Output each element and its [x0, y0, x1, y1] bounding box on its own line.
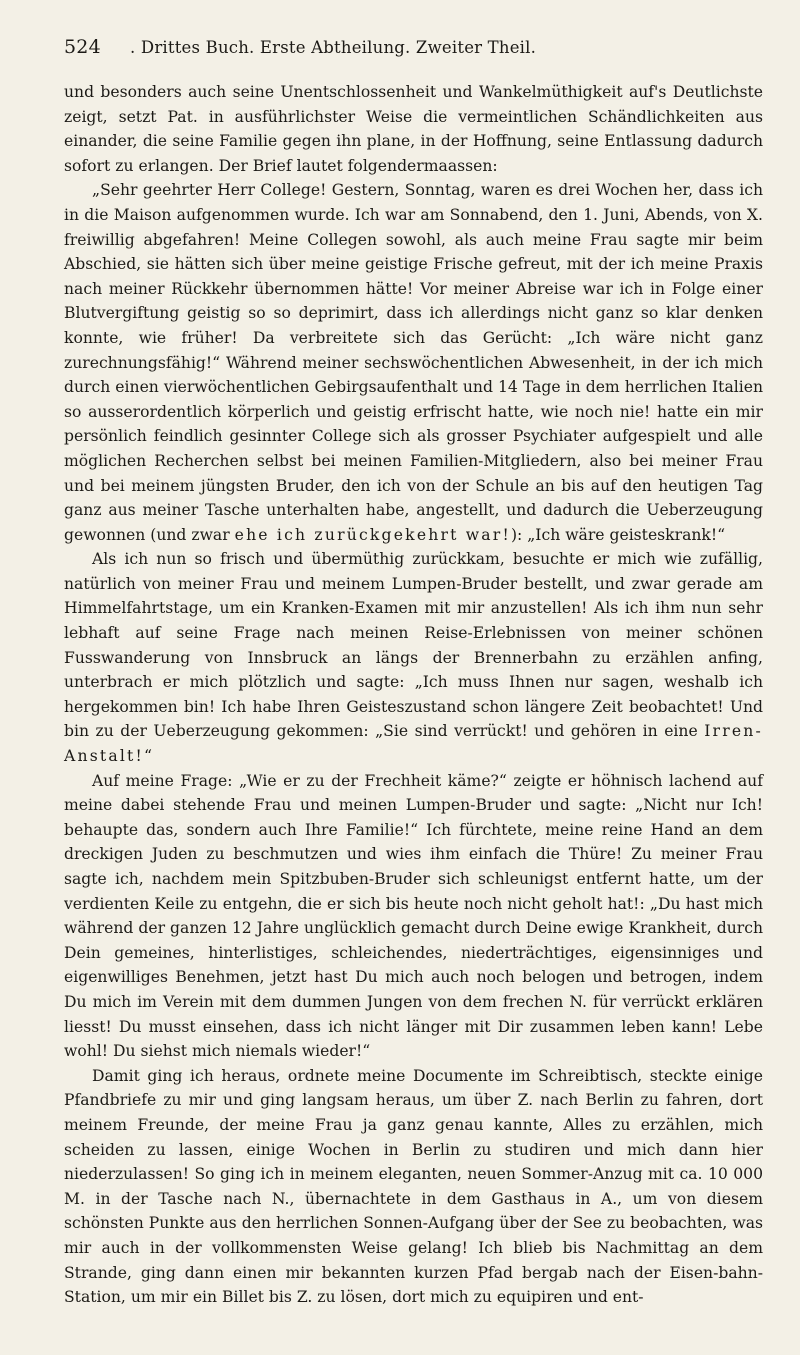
page-number: 524 — [64, 36, 101, 58]
paragraph-5 — [64, 1064, 763, 1310]
body-text — [64, 80, 763, 1310]
paragraph-text: Auf meine Frage: „Wie er zu der Frechheit käme?“ zeigte er höhnisch lachend auf meine dabei stehende Frau und meinen Lumpen-Bruder und sagte: „Nicht nur Ich! behaupte das, sondern auch Ihre Familie!“ Ich fürchtete, meine reine Hand an dem dreckigen Juden zu beschmutzen und wies ihm einfach die Thüre! Zu meiner Frau sagte ich, nachdem mein Spitzbuben-Bruder sich schleunigst entfernt hatte, um der verdienten Keile zu entgehn, die er sich bis heute noch nicht geholt hat!: „Du hast mich während der ganzen 12 Jahre unglücklich gemacht durch Deine ewige Krankheit, durch Dein gemeines, hinterlistiges, schleichendes, niederträchtiges, eigensinniges und eigenwilliges Benehmen, jetzt hast Du mich auch noch belogen und betrogen, indem Du mich im Verein mit dem dummen Jungen von dem frechen N. für verrückt erklären liesst! Du musst einsehen, dass ich nicht länger mit Dir zusammen leben kann! Lebe wohl! Du siehst mich niemals wieder!“ — [64, 771, 763, 1061]
paragraph-4 — [64, 769, 763, 1064]
paragraph-text: ): „Ich wäre geisteskrank!“ — [510, 525, 726, 544]
paragraph-3 — [64, 547, 763, 768]
paragraph-2 — [64, 178, 763, 547]
paragraph-text: „Sehr geehrter Herr College! Gestern, Sonntag, waren es drei Wochen her, dass ich in die Maison aufgenommen wurde. Ich war am Sonnabend, den 1. Juni, Abends, von X. freiwillig abgefahren! Meine Collegen sowohl, als auch meine Frau sagte mir beim Abschied, sie hätten sich über meine geistige Frische gefreut, mit der ich meine Praxis nach meiner Rückkehr übernommen hätte! Vor meiner Abreise war ich in Folge einer Blutvergiftung geistig so so deprimirt, dass ich allerdings nicht ganz so klar denken konnte, wie früher! Da verbreitete sich das Gerücht: „Ich wäre nicht ganz zurechnungsfähig!“ Während meiner sechswöchentlichen Abwesenheit, in der ich mich durch einen vierwöchentlichen Gebirgsaufenthalt und 14 Tage in dem herrlichen Italien so ausserordentlich körperlich und geistig erfrischt hatte, wie noch nie! hatte ein mir persönlich feindlich gesinnter College sich als grosser Psychiater aufgespielt und alle möglichen Recherchen selbst bei meinen Familien-Mitgliedern, also bei meiner Frau und bei meinem jüngsten Bruder, den ich von der Schule an bis auf den heutigen Tag ganz aus meiner Tasche unterhalten habe, angestellt, und dadurch die Ueberzeugung gewonnen (und zwar — [64, 181, 763, 544]
emphasized-text: Irren-Anstalt! — [64, 722, 763, 766]
running-title: . Drittes Buch. Erste Abtheilung. Zweiter Theil. — [130, 38, 537, 57]
paragraph-text: Damit ging ich heraus, ordnete meine Documente im Schreibtisch, steckte einige Pfandbriefe zu mir und ging langsam heraus, um über Z. nach Berlin zu fahren, dort meinem Freunde, der meine Frau ja ganz genau kannte, Alles zu erzählen, mich scheiden zu lassen, einige Wochen in Berlin zu studiren und mich dann hier niederzulassen! So ging ich in meinem eleganten, neuen Sommer-Anzug mit ca. 10 000 M. in der Tasche nach N., übernachtete in dem Gasthaus in A., um von diesem schönsten Punkte aus den herrlichen Sonnen-Aufgang über der See zu beobachten, was mir auch in der vollkommensten Weise gelang! Ich blieb bis Nachmittag an dem Strande, ging dann einen mir bekannten kurzen Pfad bergab nach der Eisen-bahn-Station, um mir ein Billet bis Z. zu lösen, dort mich zu equipiren und ent- — [64, 1066, 763, 1307]
paragraph-text: “ — [144, 747, 152, 766]
emphasized-text: ehe ich zurückgekehrt war! — [234, 525, 511, 544]
paragraph-text: und besonders auch seine Unentschlossenheit und Wankelmüthigkeit auf's Deutlichste zeigt, setzt Pat. in ausführlichster Weise die vermeintlichen Schändlichkeiten aus einander, die seine Familie gegen ihn plane, in der Hoffnung, seine Entlassung dadurch sofort zu erlangen. Der Brief lautet folgendermaassen: — [64, 83, 763, 175]
paragraph-1 — [64, 80, 763, 178]
running-head — [64, 36, 763, 76]
paragraph-text: Als ich nun so frisch und übermüthig zurückkam, besuchte er mich wie zufällig, natürlich von meiner Frau und meinem Lumpen-Bruder bestellt, und zwar gerade am Himmelfahrtstage, um ein Kranken-Examen mit mir anzustellen! Als ich ihm nun sehr lebhaft auf seine Frage nach meinen Reise-Erlebnissen von meiner schönen Fusswanderung von Innsbruck an längs der Brennerbahn zu erzählen anfing, unterbrach er mich plötzlich und sagte: „Ich muss Ihnen nur sagen, weshalb ich hergekommen bin! Ich habe Ihren Geisteszustand schon längere Zeit beobachtet! Und bin zu der Ueberzeugung gekommen: „Sie sind verrückt! und gehören in eine — [64, 550, 763, 741]
